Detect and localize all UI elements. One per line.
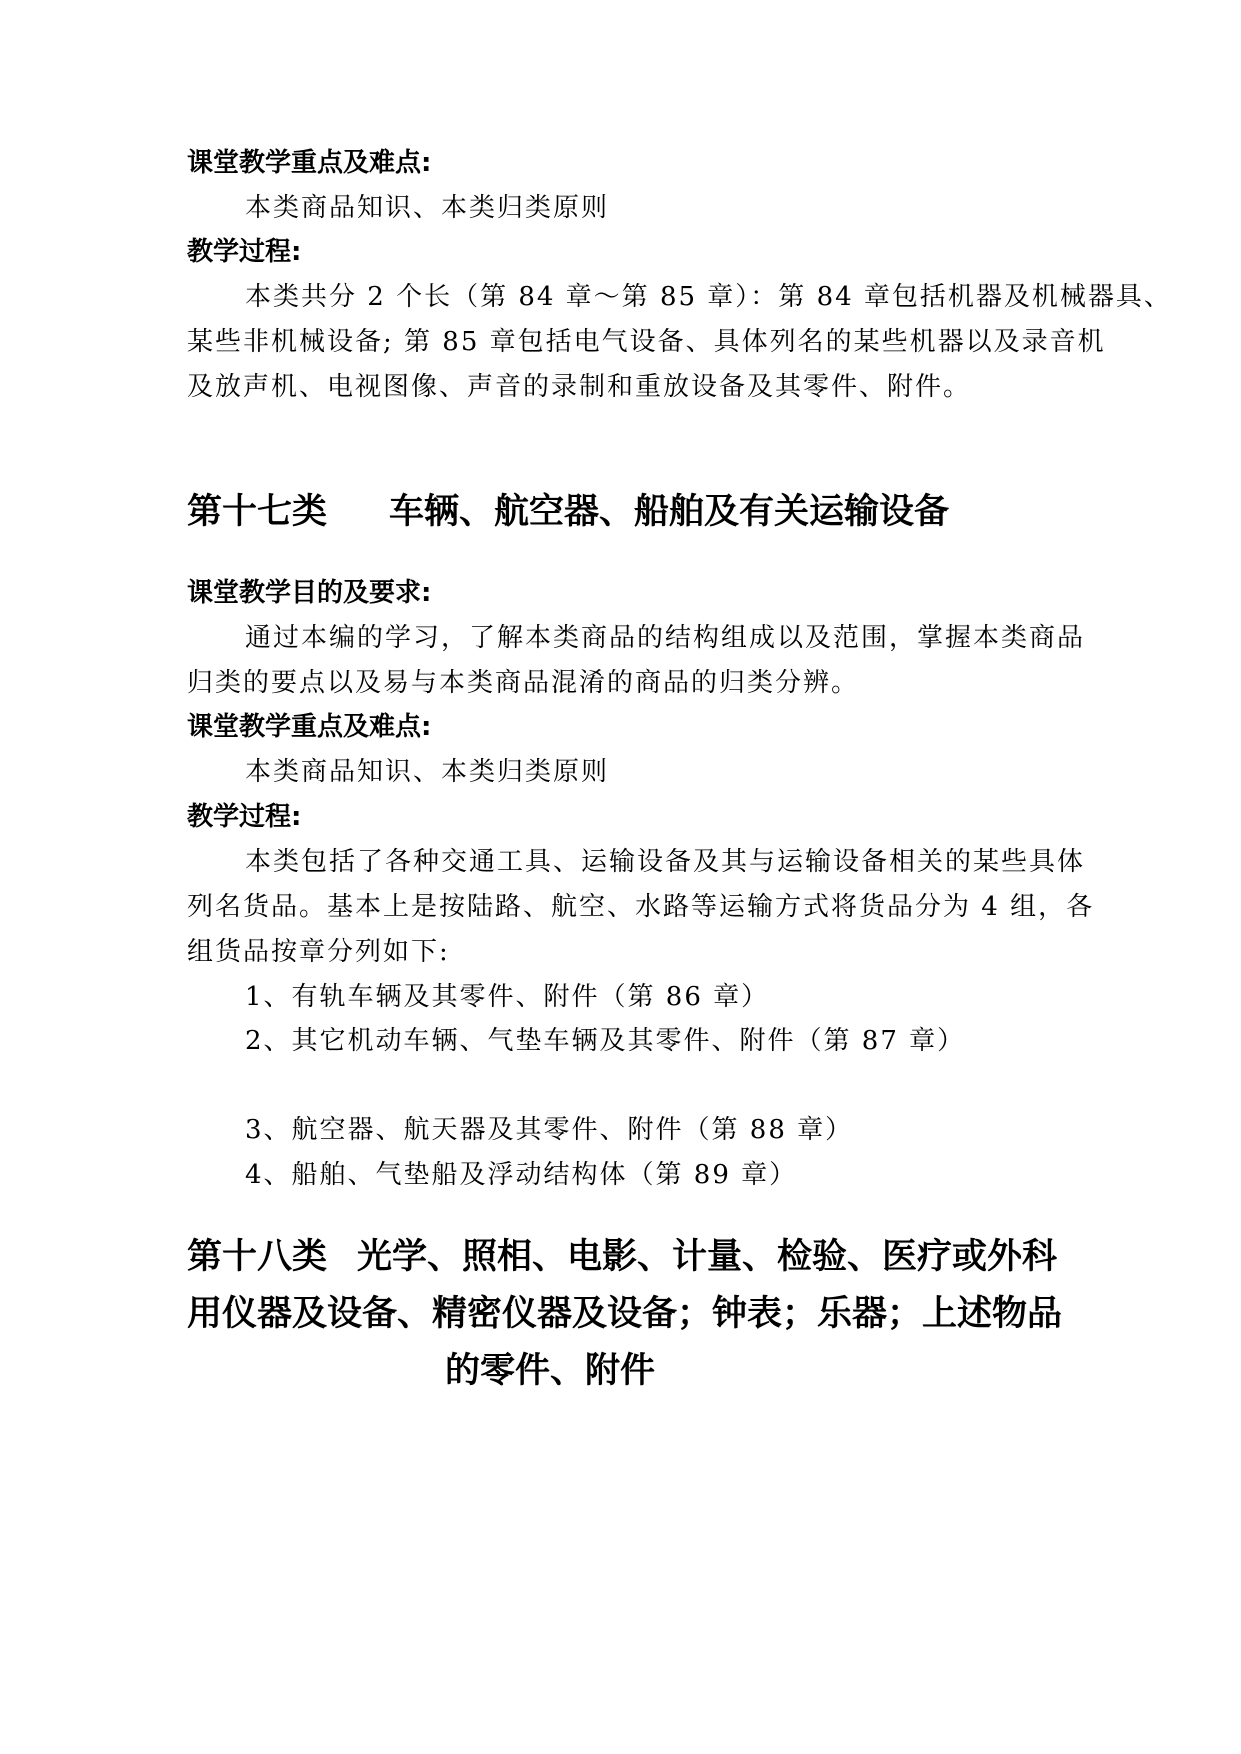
- section17-list-item-1: 1、有轨车辆及其零件、附件（第 86 章）: [245, 982, 770, 1012]
- section17-process-label: 教学过程:: [187, 802, 302, 832]
- section18-heading-line-2: 用仪器及设备、精密仪器及设备；钟表；乐器；上述物品: [187, 1294, 1063, 1334]
- section16-process-line-2: 某些非机械设备; 第 85 章包括电气设备、具体列名的某些机器以及录音机: [187, 327, 1106, 357]
- section17-process-line-3: 组货品按章分列如下:: [187, 937, 450, 967]
- section17-heading: [187, 490, 949, 534]
- section18-heading-number: 第十八类: [187, 1237, 328, 1277]
- section17-heading-title: 车辆、航空器、船舶及有关运输设备: [389, 492, 950, 532]
- section17-list-item-3: 3、航空器、航天器及其零件、附件（第 88 章）: [245, 1115, 854, 1145]
- section17-process-line-1: 本类包括了各种交通工具、运输设备及其与运输设备相关的某些具体: [245, 847, 1086, 877]
- section17-list-item-4: 4、船舶、气垫船及浮动结构体（第 89 章）: [245, 1160, 798, 1190]
- section17-focus-text: 本类商品知识、本类归类原则: [245, 757, 610, 787]
- section16-process-line-3: 及放声机、电视图像、声音的录制和重放设备及其零件、附件。: [187, 372, 972, 402]
- section18-heading-text-1: 光学、照相、电影、计量、检验、医疗或外科: [357, 1237, 1058, 1277]
- section17-process-line-2: 列名货品。基本上是按陆路、航空、水路等运输方式将货品分为 4 组，各: [187, 892, 1095, 922]
- section17-heading-number: 第十七类: [187, 492, 328, 532]
- section17-goal-line-1: 通过本编的学习，了解本类商品的结构组成以及范围，掌握本类商品: [245, 623, 1086, 653]
- section17-list-item-2: 2、其它机动车辆、气垫车辆及其零件、附件（第 87 章）: [245, 1026, 966, 1056]
- section16-process-label: 教学过程:: [187, 237, 302, 267]
- section16-focus-text: 本类商品知识、本类归类原则: [245, 193, 610, 223]
- section16-focus-label: 课堂教学重点及难点:: [187, 148, 432, 178]
- section18-heading-line-3: 的零件、附件: [445, 1351, 656, 1391]
- section18-heading-line-1: [187, 1235, 1057, 1279]
- section17-focus-label: 课堂教学重点及难点:: [187, 712, 432, 742]
- section17-goal-label: 课堂教学目的及要求:: [187, 578, 432, 608]
- section16-process-line-1: 本类共分 2 个长（第 84 章～第 85 章）：第 84 章包括机器及机械器具、: [245, 282, 1172, 312]
- section17-goal-line-2: 归类的要点以及易与本类商品混淆的商品的归类分辨。: [187, 668, 860, 698]
